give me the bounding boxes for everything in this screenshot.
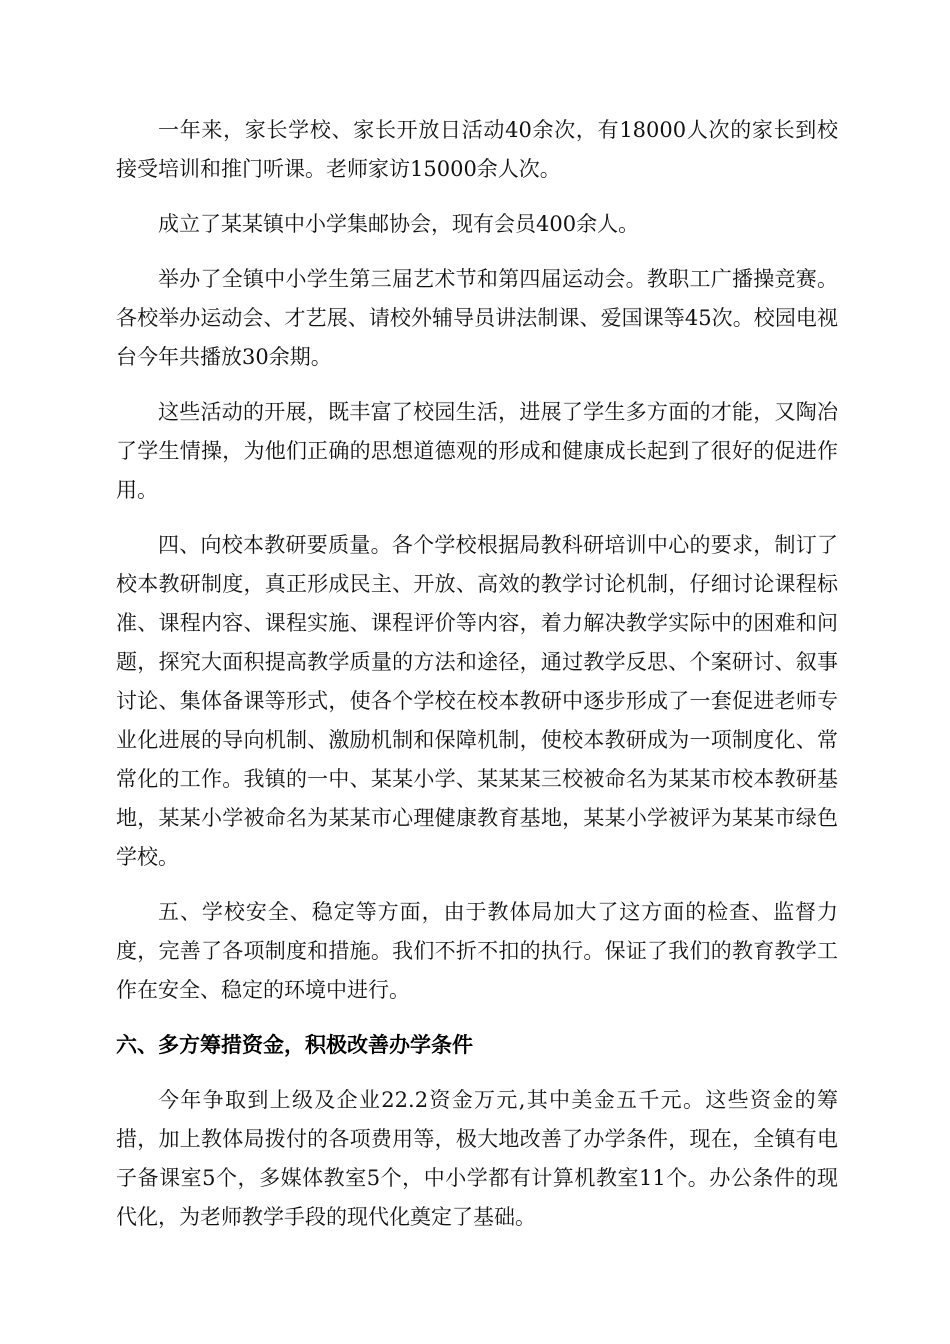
section-heading-funding: 六、多方筹措资金，积极改善办学条件 <box>116 1033 473 1057</box>
paragraph-activities-effect: 这些活动的开展，既丰富了校园生活，进展了学生多方面的才能，又陶冶了学生情操，为他们正确的思想道德观的形成和健康成长起到了很好的促进作用。 <box>116 400 838 502</box>
paragraph-funding: 今年争取到上级及企业22.2资金万元,其中美金五千元。这些资金的筹措，加上教体局拨付的各项费用等，极大地改善了办学条件，现在，全镇有电子备课室5个，多媒体教室5个，中小学都有计算机教室11个。办公条件的现代化，为老师教学手段的现代化奠定了基础。 <box>116 1088 838 1229</box>
paragraph-stamp-association: 成立了某某镇中小学集邮协会，现有会员400余人。 <box>158 212 640 236</box>
paragraph-school-research: 四、向校本教研要质量。各个学校根据局教科研培训中心的要求，制订了校本教研制度，真正形成民主、开放、高效的教学讨论机制，仔细讨论课程标准、课程内容、课程实施、课程评价等内容，着力解决教学实际中的困难和问题，探究大面积提高教学质量的方法和途径，通过教学反思、个案研讨、叙事讨论、集体备课等形式，使各个学校在校本教研中逐步形成了一套促进老师专业化进展的导向机制、激励机制和保障机制，使校本教研成为一项制度化、常常化的工作。我镇的一中、某某小学、某某某三校被命名为某某市校本教研基地，某某小学被命名为某某市心理健康教育基地，某某小学被评为某某市绿色学校。 <box>116 533 838 869</box>
paragraph-parent-school: 一年来，家长学校、家长开放日活动40余次，有18000人次的家长到校接受培训和推门听课。老师家访15000余人次。 <box>116 118 838 181</box>
paragraph-school-safety: 五、学校安全、稳定等方面，由于教体局加大了这方面的检查、监督力度，完善了各项制度和措施。我们不折不扣的执行。保证了我们的教育教学工作在安全、稳定的环境中进行。 <box>116 900 838 1002</box>
document-body <box>116 111 838 1253</box>
paragraph-arts-sports: 举办了全镇中小学生第三届艺术节和第四届运动会。教职工广播操竞赛。各校举办运动会、才艺展、请校外辅导员讲法制课、爱国课等45次。校园电视台今年共播放30余期。 <box>116 267 838 369</box>
